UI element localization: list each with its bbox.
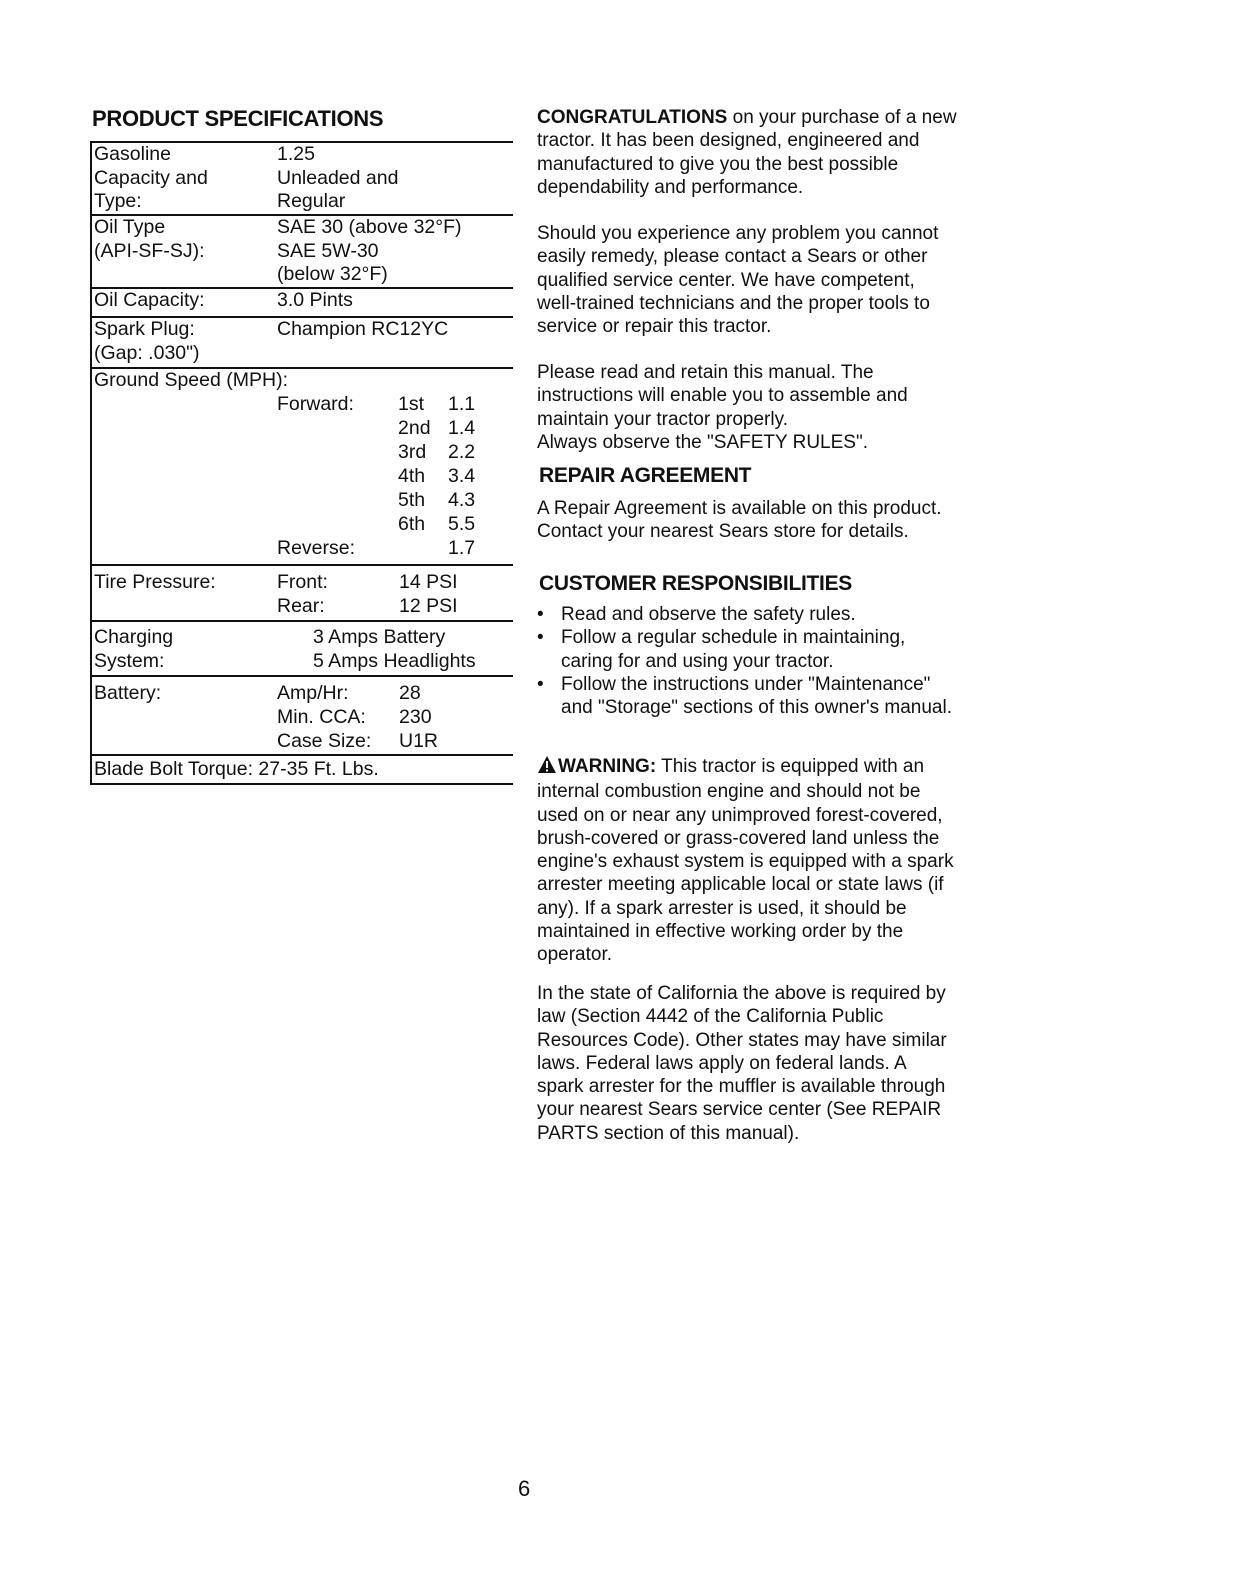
tire-label: Tire Pressure: <box>94 571 216 593</box>
spec-row-battery <box>92 677 513 756</box>
spec-label: Gasoline Capacity and Type: <box>94 143 208 212</box>
cca-label: Min. CCA: <box>277 706 366 728</box>
congrats-lead: CONGRATULATIONS <box>537 107 728 128</box>
warning-triangle-icon <box>537 755 557 780</box>
ground-speed-label: Ground Speed (MPH): <box>94 369 289 391</box>
spec-label: Spark Plug: (Gap: .030") <box>94 318 200 364</box>
tire-rear-label: Rear: <box>277 595 325 617</box>
battery-label: Battery: <box>94 682 162 704</box>
gear-name: 4th <box>398 465 426 487</box>
bullet: • <box>537 604 544 625</box>
blade-torque: Blade Bolt Torque: 27-35 Ft. Lbs. <box>94 758 379 780</box>
gear-speed: 1.4 <box>448 417 476 439</box>
responsibility-list <box>537 603 957 719</box>
charging-label: Charging System: <box>94 626 174 672</box>
gear-speed: 1.1 <box>448 393 476 415</box>
spec-row-blade-torque <box>92 756 513 783</box>
spec-row-ground-speed <box>92 369 513 566</box>
list-item-text: Follow a regular schedule in maintaining, caring for and using your tractor. <box>561 627 906 672</box>
bullet: • <box>537 673 544 695</box>
observe-paragraph: Always observe the "SAFETY RULES". <box>537 432 868 453</box>
warning-lead: WARNING: <box>558 756 657 777</box>
gear-name: 6th <box>398 513 426 535</box>
spec-row-gasoline <box>92 143 513 216</box>
repair-paragraph: A Repair Agreement is available on this product. Contact your nearest Sears store for details. <box>537 498 942 543</box>
gear-name: 2nd <box>398 417 431 439</box>
list-item <box>537 603 957 626</box>
case-label: Case Size: <box>277 730 372 752</box>
list-item <box>537 673 957 720</box>
spec-label: Oil Type (API-SF-SJ): <box>94 216 205 262</box>
reverse-speed: 1.7 <box>448 537 476 559</box>
spec-value: 1.25 Unleaded and Regular <box>277 143 399 212</box>
warning-paragraph <box>537 755 957 967</box>
congrats-text: on your purchase of a new tractor. It has been designed, engineered and manufactured to give you the best possible dependability and performance. <box>537 107 957 198</box>
list-item <box>537 626 957 673</box>
reverse-label: Reverse: <box>277 537 356 559</box>
gear-name: 5th <box>398 489 426 511</box>
bullet: • <box>537 627 544 649</box>
gear-name: 3rd <box>398 441 427 463</box>
amp-label: Amp/Hr: <box>277 682 349 704</box>
gear-speed: 3.4 <box>448 465 476 487</box>
case-value: U1R <box>399 730 439 752</box>
tire-rear-value: 12 PSI <box>399 595 458 617</box>
charging-value-1: 3 Amps Battery <box>313 626 446 648</box>
retain-paragraph: Please read and retain this manual. The instructions will enable you to assemble and maintain your tractor properly. <box>537 362 908 430</box>
repair-heading: REPAIR AGREEMENT <box>539 464 752 487</box>
gear-speed: 4.3 <box>448 489 476 511</box>
spec-value: 3.0 Pints <box>277 289 353 311</box>
spec-row-charging <box>92 622 513 677</box>
list-item-text: Follow the instructions under "Maintenance" and "Storage" sections of this owner's manual. <box>561 673 952 719</box>
tire-front-value: 14 PSI <box>399 571 458 593</box>
spec-row-oil-capacity <box>92 289 513 318</box>
cca-value: 230 <box>399 706 432 728</box>
spec-label: Oil Capacity: <box>94 289 205 311</box>
gear-name: 1st <box>398 393 425 415</box>
spec-value: Champion RC12YC <box>277 318 449 340</box>
spec-row-tire-pressure <box>92 566 513 622</box>
spec-table <box>90 141 513 785</box>
forward-label: Forward: <box>277 393 354 415</box>
warning-text: This tractor is equipped with an internal combustion engine and should not be used on or near any unimproved forest-covered, brush-covered or grass-covered land unless the engine's exhaust system is equipped with a spark arrester meeting applicable local or state laws (if any). If a spark arrester is used, it should be maintained in effective working order by the operator. <box>537 756 954 966</box>
page-number: 6 <box>518 1476 531 1501</box>
spec-row-oil-type <box>92 216 513 289</box>
gear-speed: 5.5 <box>448 513 476 535</box>
spec-value: SAE 30 (above 32°F) SAE 5W-30 (below 32°F) <box>277 216 462 285</box>
spec-row-spark-plug <box>92 318 513 369</box>
gear-speed: 2.2 <box>448 441 476 463</box>
list-item-text: Read and observe the safety rules. <box>561 604 856 625</box>
charging-value-2: 5 Amps Headlights <box>313 650 476 672</box>
problem-paragraph: Should you experience any problem you cannot easily remedy, please contact a Sears or other qualified service center. We have competent, well-trained technicians and the proper tools to service or repair this tractor. <box>537 223 939 338</box>
california-paragraph: In the state of California the above is required by law (Section 4442 of the California Public Resources Code). Other states may have similar laws. Federal laws apply on federal lands. A spark arrester for the muffler is available through your nearest Sears service center (See REPAIR PARTS section of this manual). <box>537 983 947 1144</box>
spec-heading: PRODUCT SPECIFICATIONS <box>92 106 384 131</box>
congrats-paragraph <box>537 106 957 199</box>
tire-front-label: Front: <box>277 571 328 593</box>
amp-value: 28 <box>399 682 421 704</box>
customer-heading: CUSTOMER RESPONSIBILITIES <box>539 572 852 595</box>
